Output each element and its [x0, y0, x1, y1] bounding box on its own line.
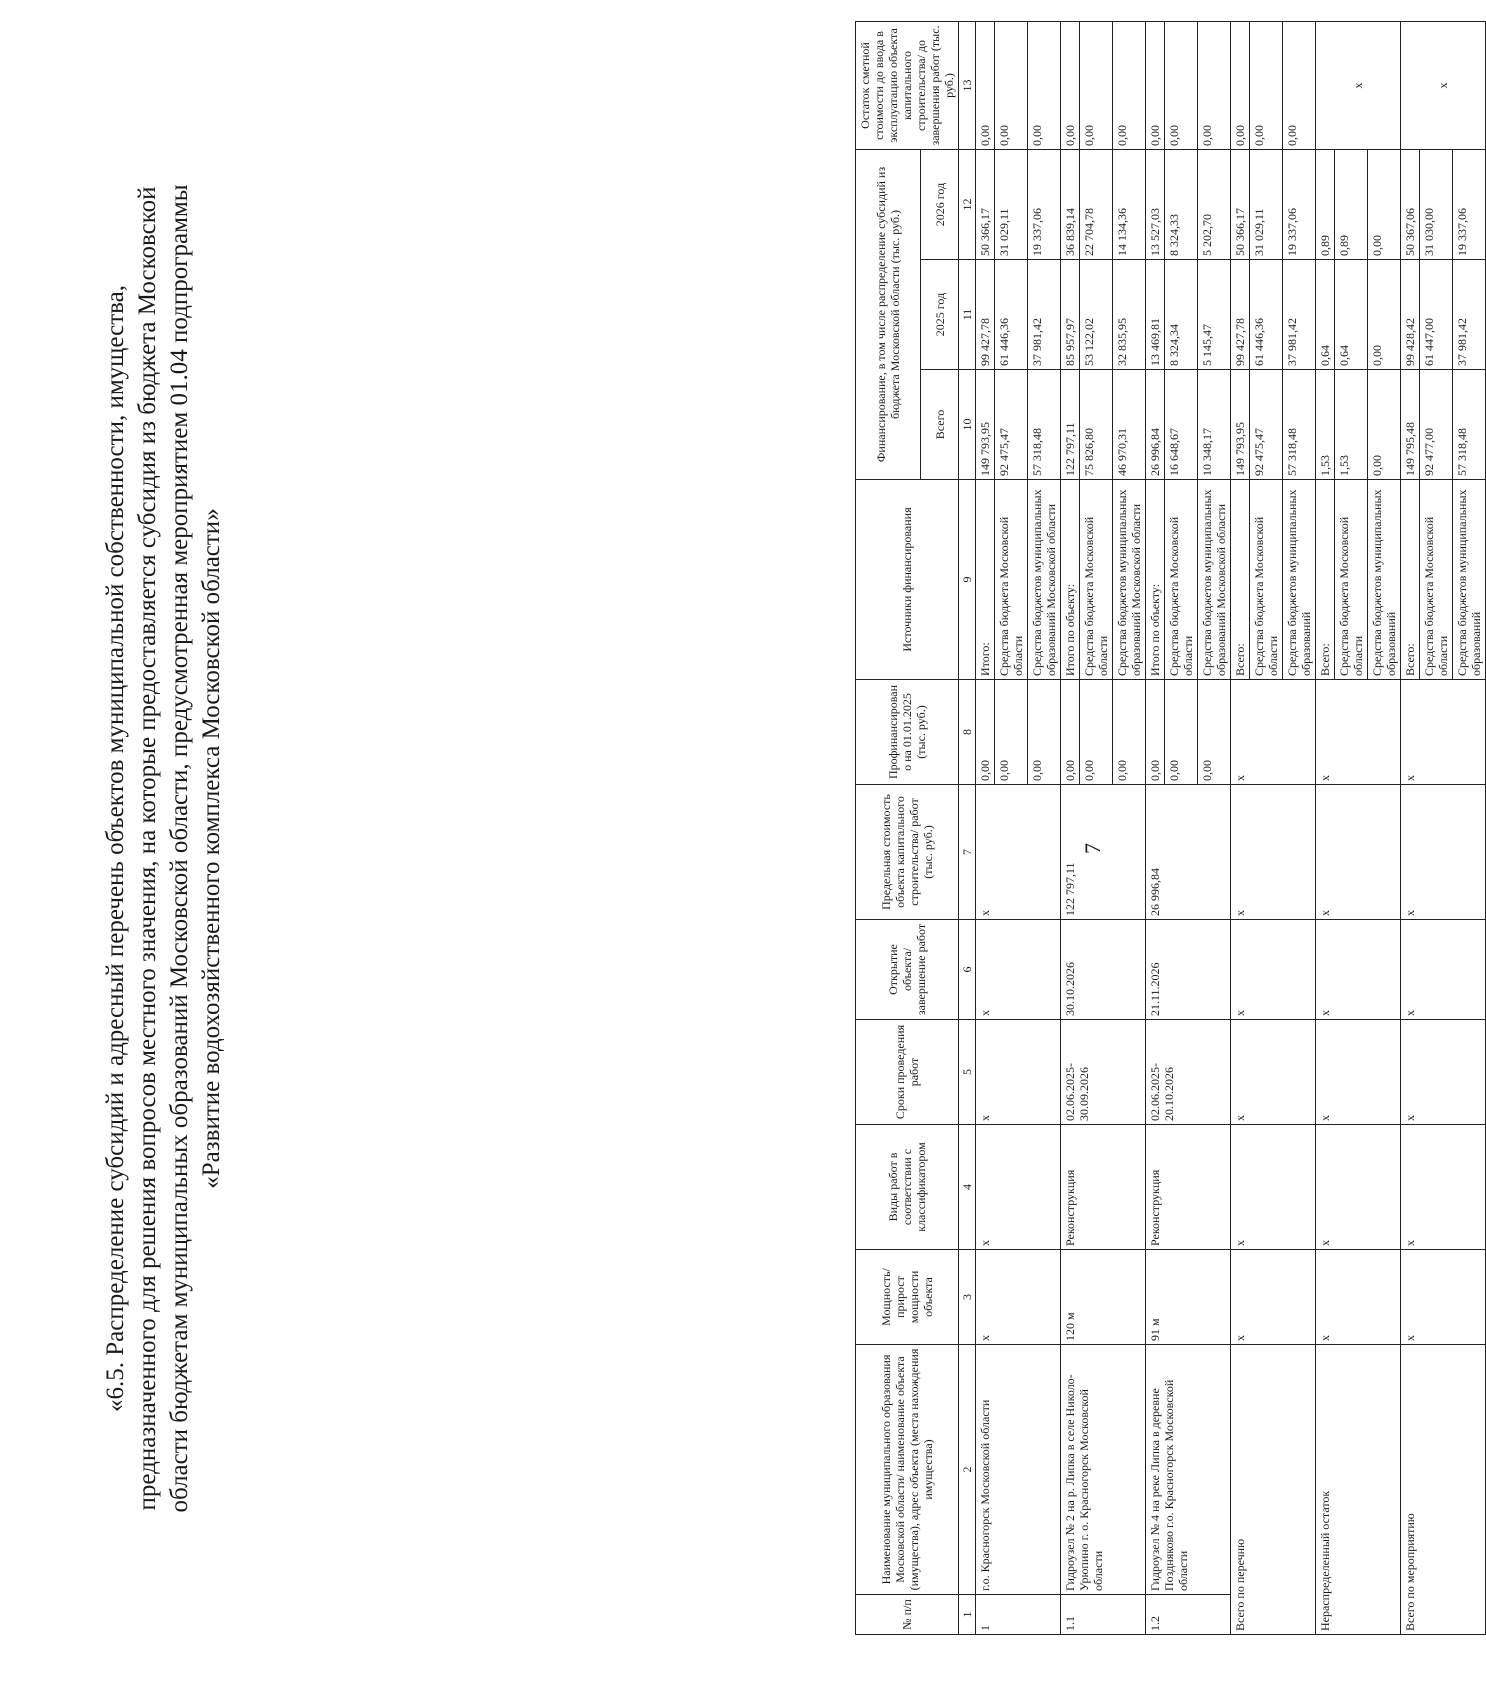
work-terms: x: [976, 1020, 1061, 1125]
summary-label: Всего по мероприятию: [1401, 1345, 1486, 1635]
amount-rest: 0,00: [995, 21, 1028, 149]
amount-2025: 13 469,81: [1146, 260, 1165, 370]
limit-cost: x: [976, 785, 1061, 920]
work-type: Реконструкция: [1061, 1125, 1146, 1250]
x-mark-funded: x: [1316, 680, 1401, 785]
amount-2026: 50 366,17: [1231, 149, 1250, 259]
header-total: Всего: [921, 370, 959, 480]
header-works: Виды работ в соответствии с классификатором: [856, 1125, 959, 1250]
amount-2026: 31 030,00: [1420, 149, 1453, 259]
x-mark-works: x: [1401, 1125, 1486, 1250]
funding-source: Всего:: [1231, 480, 1250, 680]
funded-amount: 0,00: [1146, 680, 1165, 785]
x-mark-limit: x: [1231, 785, 1316, 920]
amount-total: 57 318,48: [1283, 370, 1316, 480]
amount-total: 149 795,48: [1401, 370, 1420, 480]
amount-total: 149 793,95: [976, 370, 995, 480]
amount-total: 149 793,95: [1231, 370, 1250, 480]
amount-2026: 19 337,06: [1283, 149, 1316, 259]
x-mark-funded: x: [1231, 680, 1316, 785]
amount-2026: 8 324,33: [1165, 149, 1198, 259]
funded-amount: 0,00: [1080, 680, 1113, 785]
funding-source: Итого по объекту:: [1146, 480, 1165, 680]
header-row: [856, 21, 921, 1634]
page-number: 7: [1080, 843, 1105, 854]
object-name: Гидроузел № 4 на реке Липка в деревне Поздняково г.о. Красногорск Московской области: [1146, 1345, 1231, 1595]
funding-source: Итого:: [976, 480, 995, 680]
amount-2025: 61 446,36: [995, 260, 1028, 370]
amount-2025: 0,64: [1335, 260, 1368, 370]
amount-rest: 0,00: [1250, 21, 1283, 149]
funding-source: Средства бюджетов муниципальных образований Московской области: [1028, 480, 1061, 680]
amount-2026: 13 527,03: [1146, 149, 1165, 259]
x-mark-funded: x: [1401, 680, 1486, 785]
funded-amount: 0,00: [1061, 680, 1080, 785]
amount-total: 26 996,84: [1146, 370, 1165, 480]
amount-total: 10 348,17: [1198, 370, 1231, 480]
amount-total: 57 318,48: [1453, 370, 1486, 480]
object-capacity: x: [976, 1250, 1061, 1345]
amount-total: 75 826,80: [1080, 370, 1113, 480]
opening-date: x: [976, 920, 1061, 1020]
header-2025: 2025 год: [921, 260, 959, 370]
funding-source: Средства бюджета Московской области: [995, 480, 1028, 680]
amount-2026: 19 337,06: [1453, 149, 1486, 259]
opening-date: 21.11.2026: [1146, 920, 1231, 1020]
limit-cost: 122 797,11: [1061, 785, 1146, 920]
amount-2026: 14 134,36: [1113, 149, 1146, 259]
column-number: 8: [959, 680, 976, 785]
title-line: «Развитие водохозяйственного комплекса Московской области»: [198, 508, 225, 1189]
table-body: [976, 21, 1486, 1634]
amount-rest: 0,00: [1165, 21, 1198, 149]
amount-total: 16 648,67: [1165, 370, 1198, 480]
amount-2026: 50 366,17: [976, 149, 995, 259]
subsidy-table: [855, 21, 1486, 1635]
funding-source: Средства бюджетов муниципальных образований Московской области: [1198, 480, 1231, 680]
funding-source: Средства бюджета Московской области: [1165, 480, 1198, 680]
header-limit: Предельная стоимость объекта капитального строительства/ работ (тыс. руб.): [856, 785, 959, 920]
amount-rest: x: [1316, 21, 1401, 149]
amount-2026: 31 029,11: [1250, 149, 1283, 259]
funded-amount: 0,00: [995, 680, 1028, 785]
column-number: 10: [959, 370, 976, 480]
header-source: Источники финансирования: [856, 480, 959, 680]
row-number: 1.2: [1146, 1595, 1231, 1635]
amount-rest: 0,00: [1113, 21, 1146, 149]
amount-2025: 61 446,36: [1250, 260, 1283, 370]
x-mark-capacity: x: [1231, 1250, 1316, 1345]
title-line: области бюджетам муниципальных образований Московской области, предусмотренная мероприятием 01.04 подпрограммы: [166, 184, 193, 1513]
funding-source: Всего:: [1401, 480, 1420, 680]
funding-source: Средства бюджетов муниципальных образований: [1283, 480, 1316, 680]
x-mark-opening: x: [1231, 920, 1316, 1020]
amount-2025: 99 428,42: [1401, 260, 1420, 370]
limit-cost: 26 996,84: [1146, 785, 1231, 920]
object-capacity: 120 м: [1061, 1250, 1146, 1345]
column-number: 11: [959, 260, 976, 370]
amount-total: 57 318,48: [1028, 370, 1061, 480]
summary-label: Всего по перечню: [1231, 1345, 1316, 1635]
amount-total: 92 475,47: [995, 370, 1028, 480]
row-number: 1: [976, 1595, 1061, 1635]
work-type: Реконструкция: [1146, 1125, 1231, 1250]
column-number: 6: [959, 920, 976, 1020]
title-line: предназначенного для решения вопросов местного значения, на которые предоставляется субсидия из бюджета Московской: [134, 186, 161, 1511]
summary-row: [1401, 21, 1420, 1634]
summary-row: [1316, 21, 1335, 1634]
funding-source: Всего:: [1316, 480, 1335, 680]
amount-total: 46 970,31: [1113, 370, 1146, 480]
funded-amount: 0,00: [1198, 680, 1231, 785]
amount-2026: 0,89: [1316, 149, 1335, 259]
amount-2025: 37 981,42: [1028, 260, 1061, 370]
amount-total: 92 475,47: [1250, 370, 1283, 480]
amount-total: 1,53: [1316, 370, 1335, 480]
amount-2025: 99 427,78: [1231, 260, 1250, 370]
column-number: 2: [959, 1345, 976, 1595]
x-mark-limit: x: [1316, 785, 1401, 920]
x-mark-limit: x: [1401, 785, 1486, 920]
column-number: 9: [959, 480, 976, 680]
funding-source: Средства бюджетов муниципальных образований: [1368, 480, 1401, 680]
funded-amount: 0,00: [1165, 680, 1198, 785]
amount-2025: 0,64: [1316, 260, 1335, 370]
title-line: «6.5. Распределение субсидий и адресный перечень объектов муниципальной собственности, имущества,: [102, 285, 129, 1412]
amount-2025: 85 957,97: [1061, 260, 1080, 370]
header-2026: 2026 год: [921, 149, 959, 259]
amount-rest: 0,00: [1146, 21, 1165, 149]
x-mark-terms: x: [1401, 1020, 1486, 1125]
amount-2025: 5 145,47: [1198, 260, 1231, 370]
object-name: г.о. Красногорск Московской области: [976, 1345, 1061, 1595]
amount-rest: 0,00: [1231, 21, 1250, 149]
funding-source: Средства бюджета Московской области: [1420, 480, 1453, 680]
column-number: 4: [959, 1125, 976, 1250]
x-mark-works: x: [1231, 1125, 1316, 1250]
summary-label: Нераспределенный остаток: [1316, 1345, 1401, 1635]
amount-total: 92 477,00: [1420, 370, 1453, 480]
amount-rest: x: [1401, 21, 1486, 149]
x-mark-opening: x: [1401, 920, 1486, 1020]
amount-rest: 0,00: [1198, 21, 1231, 149]
amount-2025: 37 981,42: [1283, 260, 1316, 370]
amount-rest: 0,00: [1080, 21, 1113, 149]
amount-rest: 0,00: [1283, 21, 1316, 149]
amount-2026: 50 367,06: [1401, 149, 1420, 259]
amount-2025: 37 981,42: [1453, 260, 1486, 370]
x-mark-works: x: [1316, 1125, 1401, 1250]
work-type: x: [976, 1125, 1061, 1250]
opening-date: 30.10.2026: [1061, 920, 1146, 1020]
funding-source: Средства бюджета Московской области: [1250, 480, 1283, 680]
amount-total: 1,53: [1335, 370, 1368, 480]
amount-2025: 32 835,95: [1113, 260, 1146, 370]
header-capacity: Мощность/ прирост мощности объекта: [856, 1250, 959, 1345]
column-number: 1: [959, 1595, 976, 1635]
work-terms: 02.06.2025-30.09.2026: [1061, 1020, 1146, 1125]
amount-2026: 5 202,70: [1198, 149, 1231, 259]
amount-2025: 8 324,34: [1165, 260, 1198, 370]
funded-amount: 0,00: [976, 680, 995, 785]
funding-source: Средства бюджетов муниципальных образований Московской области: [1113, 480, 1146, 680]
column-number: 13: [959, 21, 976, 149]
funding-source: Итого по объекту:: [1061, 480, 1080, 680]
header-terms: Сроки проведения работ: [856, 1020, 959, 1125]
column-number: 5: [959, 1020, 976, 1125]
amount-2026: 36 839,14: [1061, 149, 1080, 259]
amount-2026: 0,89: [1335, 149, 1368, 259]
x-mark-capacity: x: [1316, 1250, 1401, 1345]
object-capacity: 91 м: [1146, 1250, 1231, 1345]
funding-source: Средства бюджетов муниципальных образований: [1453, 480, 1486, 680]
document-title: [100, 40, 228, 1657]
header-num: № п/п: [856, 1595, 959, 1635]
column-number-row: [959, 21, 976, 1634]
x-mark-terms: x: [1316, 1020, 1401, 1125]
x-mark-opening: x: [1316, 920, 1401, 1020]
amount-2026: 22 704,78: [1080, 149, 1113, 259]
header-rest: Остаток сметной стоимости до ввода в эксплуатацию объекта капитального строительства/ до завершения работ (тыс. руб.): [856, 21, 959, 149]
table-row: [1061, 21, 1080, 1634]
amount-2026: 19 337,06: [1028, 149, 1061, 259]
amount-total: 122 797,11: [1061, 370, 1080, 480]
header-name: Наименование муниципального образования Московской области/ наименование объекта (имущества), адрес объекта (места нахождения имущества): [856, 1345, 959, 1595]
funded-amount: 0,00: [1028, 680, 1061, 785]
header-financing: Финансирование, в том числе распределение субсидий из бюджета Московской области (тыс. руб.): [856, 149, 921, 479]
amount-2025: 53 122,02: [1080, 260, 1113, 370]
table-row: [976, 21, 995, 1634]
table-row: [1146, 21, 1165, 1634]
x-mark-terms: x: [1231, 1020, 1316, 1125]
amount-2025: 99 427,78: [976, 260, 995, 370]
amount-2026: 0,00: [1368, 149, 1401, 259]
column-number: 12: [959, 149, 976, 259]
amount-total: 0,00: [1368, 370, 1401, 480]
column-number: 3: [959, 1250, 976, 1345]
amount-rest: 0,00: [1028, 21, 1061, 149]
x-mark-capacity: x: [1401, 1250, 1486, 1345]
funding-source: Средства бюджета Московской области: [1335, 480, 1368, 680]
object-name: Гидроузел № 2 на р. Липка в селе Николо-Урюпино г. о. Красногорск Московской области: [1061, 1345, 1146, 1595]
amount-2026: 31 029,11: [995, 149, 1028, 259]
funding-source: Средства бюджета Московской области: [1080, 480, 1113, 680]
column-number: 7: [959, 785, 976, 920]
header-opening: Открытие объекта/ завершение работ: [856, 920, 959, 1020]
amount-2025: 61 447,00: [1420, 260, 1453, 370]
header-funded: Профинансировано на 01.01.2025 (тыс. руб.): [856, 680, 959, 785]
work-terms: 02.06.2025-20.10.2026: [1146, 1020, 1231, 1125]
amount-rest: 0,00: [976, 21, 995, 149]
summary-row: [1231, 21, 1250, 1634]
amount-2025: 0,00: [1368, 260, 1401, 370]
amount-rest: 0,00: [1061, 21, 1080, 149]
funded-amount: 0,00: [1113, 680, 1146, 785]
row-number: 1.1: [1061, 1595, 1146, 1635]
